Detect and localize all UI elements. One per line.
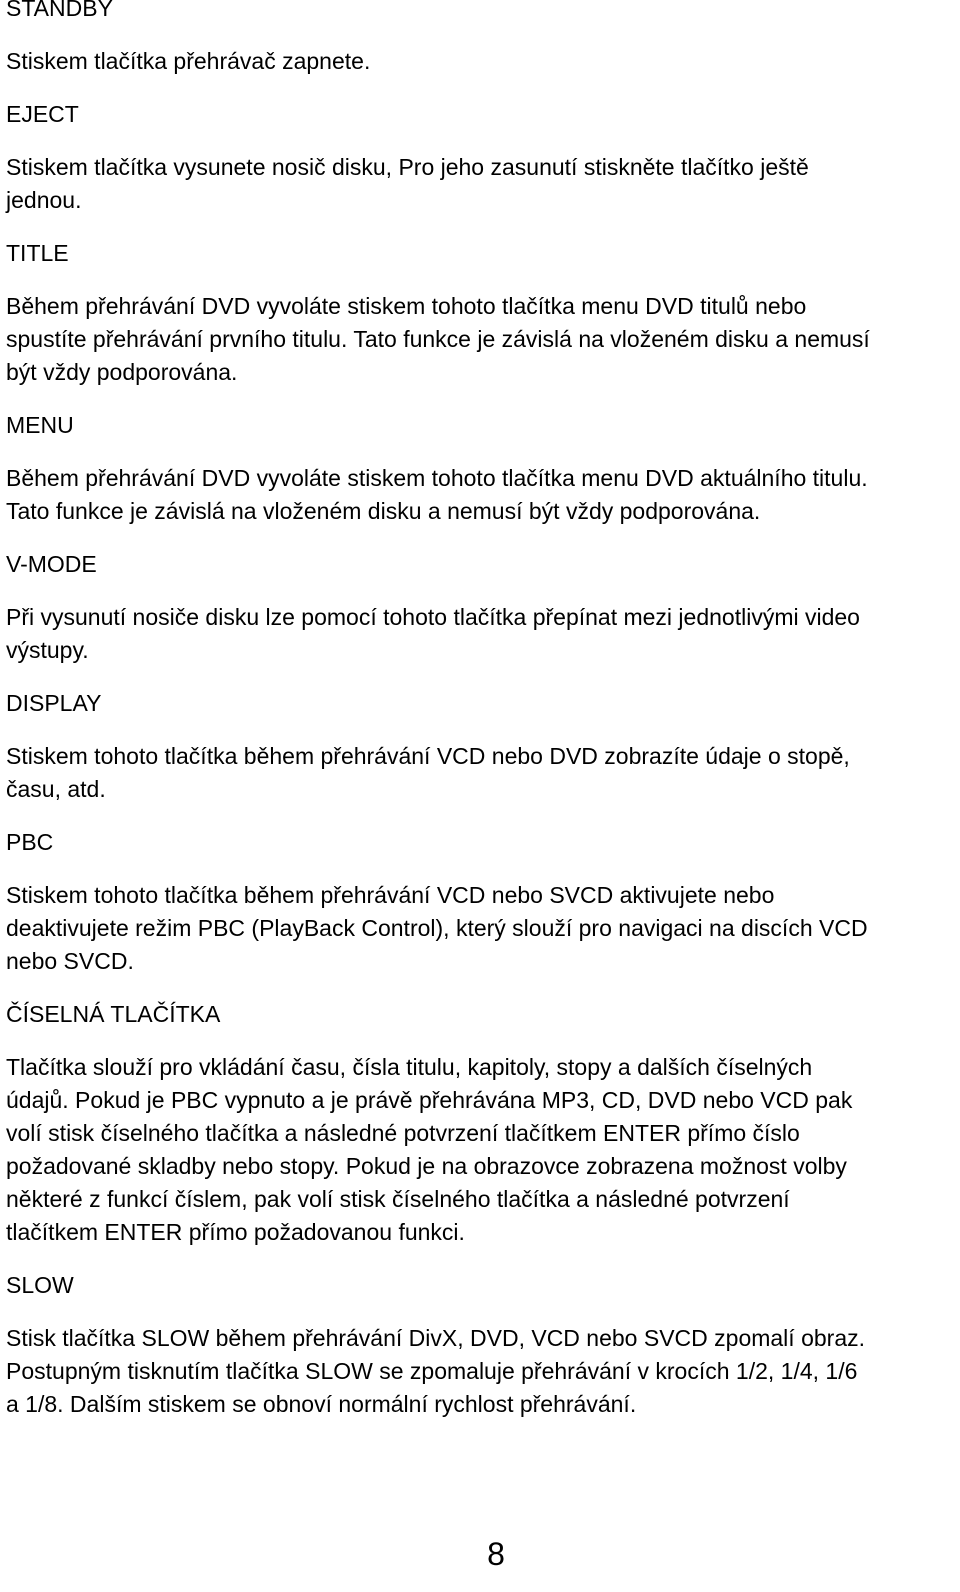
section-v-mode [6,548,951,687]
text-line: údajů. Pokud je PBC vypnuto a je právě přehrávána MP3, CD, DVD nebo VCD pak [6,1087,853,1113]
text-line: požadované skladby nebo stopy. Pokud je na obrazovce zobrazena možnost volby [6,1153,847,1179]
section-heading: SLOW [6,1272,74,1298]
section-title [6,237,951,409]
section-heading: EJECT [6,101,79,127]
text-line: Tlačítka slouží pro vkládání času, čísla titulu, kapitoly, stopy a dalších číselných [6,1054,813,1080]
section-heading: TITLE [6,240,69,266]
text-line: nebo SVCD. [6,948,134,974]
section-body [6,151,951,217]
text-line: Postupným tisknutím tlačítka SLOW se zpomaluje přehrávání v krocích 1/2, 1/4, 1/6 [6,1358,858,1384]
section-heading: PBC [6,829,54,855]
section-body [6,290,951,389]
text-line: Stiskem tlačítka vysunete nosič disku, Pro jeho zasunutí stiskněte tlačítko ještě [6,154,809,180]
text-line: Stiskem tohoto tlačítka během přehrávání VCD nebo DVD zobrazíte údaje o stopě, [6,743,850,769]
section-display [6,687,951,826]
text-line: volí stisk číselného tlačítka a následné potvrzení tlačítkem ENTER přímo číslo [6,1120,800,1146]
section-number-buttons [6,998,951,1269]
section-body [6,1322,951,1421]
section-body [6,601,951,667]
section-heading: ČÍSELNÁ TLAČÍTKA [6,1001,221,1027]
section-heading: MENU [6,412,74,438]
section-heading: V-MODE [6,551,97,577]
text-line: času, atd. [6,776,106,802]
text-line: a 1/8. Dalším stiskem se obnoví normální rychlost přehrávání. [6,1391,637,1417]
text-line: tlačítkem ENTER přímo požadovanou funkci. [6,1219,465,1245]
section-pbc [6,826,951,998]
section-body [6,45,951,78]
text-line: Během přehrávání DVD vyvoláte stiskem tohoto tlačítka menu DVD titulů nebo [6,293,807,319]
page-number: 8 [487,1536,505,1572]
text-line: výstupy. [6,637,89,663]
text-line: některé z funkcí číslem, pak volí stisk číselného tlačítka a následné potvrzení [6,1186,790,1212]
section-heading: STANDBY [6,0,113,21]
section-menu [6,409,951,548]
text-line: jednou. [6,187,82,213]
text-line: být vždy podporována. [6,359,238,385]
section-heading: DISPLAY [6,690,102,716]
section-body [6,462,951,528]
text-line: Během přehrávání DVD vyvoláte stiskem tohoto tlačítka menu DVD aktuálního titulu. [6,465,868,491]
section-standby [6,0,951,98]
text-line: Stiskem tlačítka přehrávač zapnete. [6,48,371,74]
text-line: Při vysunutí nosiče disku lze pomocí tohoto tlačítka přepínat mezi jednotlivými video [6,604,860,630]
text-line: deaktivujete režim PBC (PlayBack Control), který slouží pro navigaci na discích VCD [6,915,868,941]
text-line: spustíte přehrávání prvního titulu. Tato funkce je závislá na vloženém disku a nemusí [6,326,870,352]
text-line: Tato funkce je závislá na vloženém disku a nemusí být vždy podporována. [6,498,761,524]
text-line: Stisk tlačítka SLOW během přehrávání DivX, DVD, VCD nebo SVCD zpomalí obraz. [6,1325,865,1351]
page-content [6,0,951,1421]
section-body [6,740,951,806]
text-line: Stiskem tohoto tlačítka během přehrávání VCD nebo SVCD aktivujete nebo [6,882,775,908]
section-eject [6,98,951,237]
section-body [6,1051,951,1249]
section-body [6,879,951,978]
section-slow [6,1269,951,1421]
